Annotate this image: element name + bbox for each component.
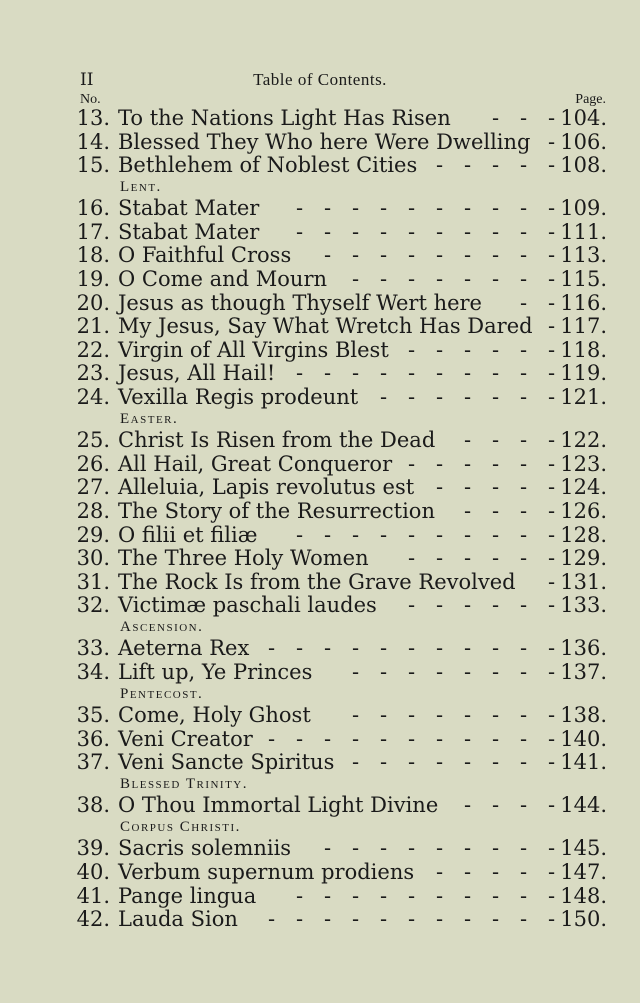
- toc-entry: 13. To the Nations Light Has Risen - - - 104.: [76, 106, 607, 130]
- entry-title: Lauda Sion: [118, 907, 238, 932]
- entry-title: Victimæ paschali laudes: [118, 593, 377, 618]
- entry-page: 141.: [560, 750, 607, 775]
- toc-entry: 18. O Faithful Cross - - - - - - - - - 113.: [76, 243, 607, 268]
- entry-number: 33.: [76, 636, 110, 661]
- toc-entry: 16. Stabat Mater - - - - - - - - - - 109.: [76, 196, 607, 221]
- entry-page: 123.: [560, 451, 607, 476]
- toc-entry: 28. The Story of the Resurrection - - - - 126.: [76, 498, 607, 523]
- toc-entry: 25. Christ Is Risen from the Dead - - - - 122.: [76, 428, 607, 453]
- entry-number: 25.: [76, 428, 110, 453]
- section-heading: Easter.: [120, 410, 179, 427]
- entry-page: 136.: [560, 636, 607, 661]
- entry-page: 124.: [560, 475, 607, 500]
- toc-entry: 34. Lift up, Ye Princes - - - - - - - - 137.: [76, 659, 607, 684]
- entry-number: 30.: [76, 546, 110, 571]
- toc-entry: 17. Stabat Mater - - - - - - - - - - 111.: [76, 219, 607, 244]
- entry-page: 113.: [560, 243, 607, 268]
- entry-page: 116.: [560, 290, 607, 315]
- entry-title: Aeterna Rex: [118, 636, 250, 661]
- entry-number: 39.: [76, 836, 110, 861]
- entry-page: 111.: [560, 219, 607, 244]
- entry-page: 129.: [560, 546, 607, 571]
- page-number: II: [80, 70, 94, 90]
- toc-entry: 15. Bethlehem of Noblest Cities - - - - - 108.: [76, 153, 607, 178]
- toc-entry: 14. Blessed They Who here Were Dwelling - 106.: [76, 129, 607, 154]
- entry-title: To the Nations Light Has Risen: [118, 106, 451, 130]
- entry-page: 147.: [560, 860, 607, 885]
- entry-title: O Come and Mourn: [118, 267, 328, 292]
- entry-page: 122.: [560, 428, 607, 453]
- entry-number: 41.: [76, 883, 110, 908]
- entry-title: Sacris solemniis: [118, 836, 292, 861]
- section-heading: Pentecost.: [120, 685, 204, 702]
- entry-number: 37.: [76, 750, 110, 775]
- toc-entry: 27. Alleluia, Lapis revolutus est - - - - - 124.: [76, 475, 607, 500]
- toc-entry: 41. Pange lingua - - - - - - - - - - 148.: [76, 883, 607, 908]
- toc-entry: 35. Come, Holy Ghost - - - - - - - - 138.: [76, 703, 607, 728]
- section-heading: Corpus Christi.: [120, 818, 241, 835]
- entry-page: 117.: [560, 314, 607, 339]
- toc-entry: 21. My Jesus, Say What Wretch Has Dared - 117.: [76, 314, 607, 339]
- entry-title: O Thou Immortal Light Divine: [118, 793, 439, 818]
- entry-title: Alleluia, Lapis revolutus est: [118, 475, 415, 500]
- entry-number: 36.: [76, 726, 110, 751]
- toc-entry: 32. Victimæ paschali laudes - - - - - - 133.: [76, 593, 607, 618]
- toc-entry: 42. Lauda Sion - - - - - - - - - - - 150.: [76, 907, 607, 932]
- entry-title: My Jesus, Say What Wretch Has Dared: [118, 314, 533, 339]
- toc-entry: 33. Aeterna Rex - - - - - - - - - - - 136.: [76, 636, 607, 661]
- entry-page: 131.: [560, 569, 607, 594]
- entry-number: 13.: [76, 106, 110, 130]
- entry-page: 138.: [560, 703, 607, 728]
- section-heading: Blessed Trinity.: [120, 775, 249, 792]
- entry-number: 29.: [76, 522, 110, 547]
- entry-title: The Rock Is from the Grave Revolved: [118, 569, 516, 594]
- entry-number: 15.: [76, 153, 110, 178]
- entry-page: 104.: [560, 106, 607, 130]
- entry-number: 23.: [76, 361, 110, 386]
- entry-title: Veni Creator: [118, 726, 253, 751]
- entry-number: 34.: [76, 659, 110, 684]
- entry-title: All Hail, Great Conqueror: [118, 451, 393, 476]
- entry-page: 118.: [560, 337, 607, 362]
- entry-page: 133.: [560, 593, 607, 618]
- toc-entry: 19. O Come and Mourn - - - - - - - - 115.: [76, 267, 607, 292]
- entry-title: Veni Sancte Spiritus: [118, 750, 335, 775]
- entry-number: 16.: [76, 196, 110, 221]
- toc-entry: 38. O Thou Immortal Light Divine - - - - 144.: [76, 793, 607, 818]
- entry-number: 22.: [76, 337, 110, 362]
- entry-title: Verbum supernum prodiens: [118, 860, 415, 885]
- entry-number: 21.: [76, 314, 110, 339]
- entry-number: 24.: [76, 385, 110, 410]
- entry-page: 144.: [560, 793, 607, 818]
- entry-page: 121.: [560, 385, 607, 410]
- toc-entry: 37. Veni Sancte Spiritus - - - - - - - - 141.: [76, 750, 607, 775]
- toc-entry: 24. Vexilla Regis prodeunt - - - - - - - 121.: [76, 385, 607, 410]
- entry-title: Jesus as though Thyself Wert here: [118, 290, 482, 315]
- entry-number: 28.: [76, 498, 110, 523]
- entry-number: 27.: [76, 475, 110, 500]
- toc-entry: 23. Jesus, All Hail! - - - - - - - - - - 119.: [76, 361, 607, 386]
- entry-page: 128.: [560, 522, 607, 547]
- entry-page: 109.: [560, 196, 607, 221]
- entry-title: The Three Holy Women: [118, 546, 369, 571]
- entry-page: 145.: [560, 836, 607, 861]
- entry-number: 14.: [76, 129, 110, 154]
- entry-page: 108.: [560, 153, 607, 178]
- entry-title: Stabat Mater: [118, 219, 260, 244]
- entry-page: 115.: [560, 267, 607, 292]
- entry-title: Lift up, Ye Princes: [118, 659, 313, 684]
- toc-entry: 39. Sacris solemniis - - - - - - - - - 145.: [76, 836, 607, 861]
- entry-title: O filii et filiæ: [118, 522, 258, 547]
- entry-title: Come, Holy Ghost: [118, 703, 311, 728]
- entry-number: 19.: [76, 267, 110, 292]
- toc-entry: 31. The Rock Is from the Grave Revolved - 131.: [76, 569, 607, 594]
- toc-entry: 26. All Hail, Great Conqueror - - - - - - 123.: [76, 451, 607, 476]
- entry-page: 137.: [560, 659, 607, 684]
- entry-page: 106.: [560, 129, 607, 154]
- entry-number: 17.: [76, 219, 110, 244]
- entry-number: 26.: [76, 451, 110, 476]
- toc-entry: 36. Veni Creator - - - - - - - - - - - 140.: [76, 726, 607, 751]
- entry-title: Vexilla Regis prodeunt: [118, 385, 359, 410]
- entry-number: 38.: [76, 793, 110, 818]
- entry-title: O Faithful Cross: [118, 243, 292, 268]
- section-heading: Lent.: [120, 178, 162, 195]
- entry-page: 148.: [560, 883, 607, 908]
- section-heading: Ascension.: [120, 618, 204, 635]
- entry-number: 40.: [76, 860, 110, 885]
- entry-page: 140.: [560, 726, 607, 751]
- entry-title: The Story of the Resurrection: [118, 498, 435, 523]
- entry-title: Virgin of All Virgins Blest: [118, 337, 389, 362]
- toc-entry: 40. Verbum supernum prodiens - - - - - 147.: [76, 860, 607, 885]
- toc-entry: 29. O filii et filiæ - - - - - - - - - - 128.: [76, 522, 607, 547]
- entry-number: 35.: [76, 703, 110, 728]
- entry-number: 18.: [76, 243, 110, 268]
- toc-list: [0, 107, 640, 932]
- page-title: Table of Contents.: [253, 70, 387, 89]
- entry-title: Christ Is Risen from the Dead: [118, 428, 436, 453]
- toc-entry: 20. Jesus as though Thyself Wert here - - 116.: [76, 290, 607, 315]
- toc-entry: 30. The Three Holy Women - - - - - - 129.: [76, 546, 607, 571]
- entry-number: 32.: [76, 593, 110, 618]
- entry-page: 119.: [560, 361, 607, 386]
- column-header-number: No.: [80, 92, 101, 107]
- entry-title: Pange lingua: [118, 883, 257, 908]
- entry-title: Blessed They Who here Were Dwelling: [118, 129, 531, 154]
- entry-page: 150.: [560, 907, 607, 932]
- entry-number: 42.: [76, 907, 110, 932]
- entry-number: 31.: [76, 569, 110, 594]
- toc-entry: 22. Virgin of All Virgins Blest - - - - - - 118.: [76, 337, 607, 362]
- entry-number: 20.: [76, 290, 110, 315]
- entry-title: Bethlehem of Noblest Cities: [118, 153, 418, 178]
- entry-page: 126.: [560, 498, 607, 523]
- entry-title: Jesus, All Hail!: [118, 361, 276, 386]
- column-header-page: Page.: [575, 92, 606, 107]
- entry-title: Stabat Mater: [118, 196, 260, 221]
